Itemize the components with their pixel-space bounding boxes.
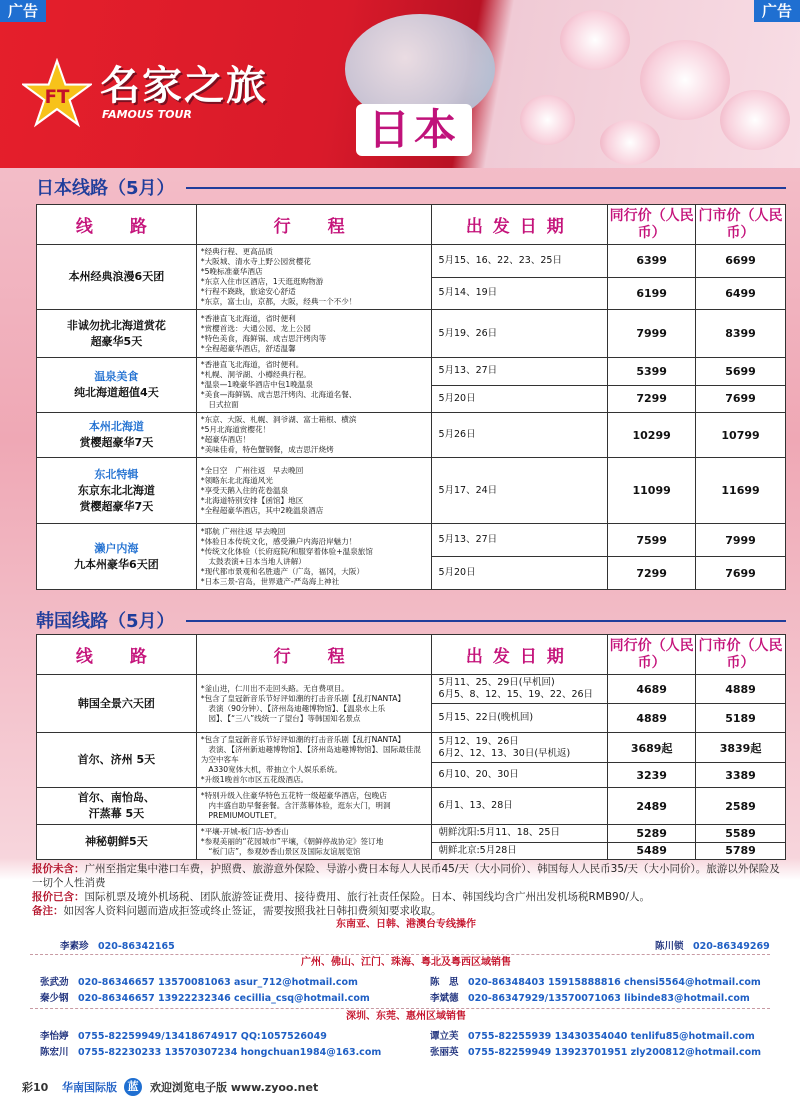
itinerary-line: *北海道特别安排【函馆】地区: [200, 495, 304, 505]
japan-section-title: [36, 174, 175, 200]
peer-price: 7599: [608, 524, 696, 557]
retail-price: 7699: [696, 557, 786, 590]
shenzhen-info: 0755-82259949/13418674917 QQ:1057526049: [78, 1031, 327, 1042]
divider: [30, 954, 770, 955]
departure-date: [432, 310, 608, 358]
korea-section-title: [36, 607, 175, 633]
route-name-line: 首尔、济州 5天: [77, 753, 156, 766]
departure-date: [432, 675, 608, 704]
itinerary-line: *全日空 广州往返 早去晚回: [200, 465, 304, 475]
itinerary-line: *享受天鹅入住的花卷温泉: [200, 485, 289, 495]
peer-price: 7299: [608, 385, 696, 413]
departure-date: [432, 557, 608, 590]
itinerary-line: *香港直飞北海道，省时便利: [200, 313, 296, 323]
note-excluded: [32, 862, 782, 890]
departure-date-line: 5月26日: [438, 429, 476, 440]
note-included-text: 国际机票及境外机场税、团队旅游签证费用、接待费用、旅行社责任保险。日本、韩国线均含广州出发机场税RMB90/人。: [84, 891, 650, 903]
departure-date-line: 5月14、19日: [438, 287, 498, 299]
departure-date-line: 6月1、13、28日: [438, 800, 513, 811]
peer-price: 3689起: [608, 733, 696, 763]
itinerary-line: *行程不跷跷，旅途安心舒适: [200, 287, 296, 296]
itinerary-line: 太鼓表演+日本当地人讲解）: [200, 556, 306, 566]
itinerary-line: A330宽体大机，带抽立个人娱乐系统。: [200, 765, 342, 774]
note-remark: [32, 904, 782, 918]
japan-section-title-text: 日本线路（5月）: [36, 178, 175, 199]
route-name-line: 非诚勿扰北海道赏花: [66, 318, 166, 332]
peer-price: 3239: [608, 763, 696, 788]
table-row: [37, 458, 786, 524]
blossom-image: [640, 40, 730, 120]
table-row: [37, 358, 786, 386]
itinerary-line: “板门店”，参观妙香山景区及国际友谊展览馆: [200, 847, 361, 856]
shenzhen-name: 张丽英: [430, 1047, 459, 1058]
korea-routes-table: [36, 634, 786, 860]
table-row: [37, 524, 786, 557]
itinerary-line: 表演、【济州新迪趣博物馆】、【济州岛迪趣博物馆】、国际最佳混为空中客车: [200, 745, 421, 764]
shenzhen-info: 0755-82230233 13570307234 hongchuan1984@163.com: [78, 1047, 382, 1058]
column-header: 门市价（人民币）: [696, 635, 786, 675]
departure-date-line: 5月15、22日(晚机回): [438, 712, 534, 723]
peer-price: 4889: [608, 704, 696, 733]
route-name: [37, 310, 197, 358]
contact-bar-guangzhou: 广州、佛山、江门、珠海、粤北及粤西区域销售: [301, 957, 511, 968]
note-included: [32, 890, 782, 904]
itinerary-line: *包含了皇冠新音乐节好评如潮的打击音乐剧【乱打NANTA】: [200, 693, 406, 703]
departure-date: [432, 458, 608, 524]
retail-price: 6699: [696, 245, 786, 278]
departure-date: [432, 763, 608, 788]
sales-info: 020-86346657 13570081063 asur_712@hotmail.com: [78, 977, 358, 988]
departure-date-line: 5月11、25、29日(早机回): [438, 677, 555, 688]
shenzhen-contact: [430, 1044, 761, 1058]
route-itinerary: [196, 524, 432, 590]
itinerary-line: *传统文化体验（长府庭院/和服穿着体验+温泉旅馆: [200, 546, 373, 556]
peer-price: 11099: [608, 458, 696, 524]
itinerary-line: 日式拉面: [200, 400, 239, 409]
departure-date: [432, 842, 608, 860]
divider: [186, 187, 786, 189]
route-name: [37, 245, 197, 310]
retail-price: 8399: [696, 310, 786, 358]
sales-info: 020-86346657 13922232346 cecillia_csq@hotmail.com: [78, 993, 370, 1004]
itinerary-line: *东京，富士山，京都，大阪，经典一个不少！: [200, 297, 357, 306]
route-itinerary: [196, 825, 432, 860]
itinerary-line: *大阪城、清水寺上野公园赏樱花: [200, 257, 311, 266]
peer-price: 6399: [608, 245, 696, 278]
itinerary-line: *全程超豪华酒店，其中2晚温泉酒店: [200, 505, 324, 515]
departure-date-line: 5月15、16、22、23、25日: [438, 254, 562, 266]
departure-date: [432, 788, 608, 825]
route-name-line: 本州经典浪漫6天团: [68, 270, 165, 283]
itinerary-line: 内丰盛自助早餐套餐。含汗蒸幕体验，逛东大门，明洞: [200, 801, 391, 810]
shenzhen-name: 谭立芙: [430, 1031, 459, 1042]
retail-price: 11699: [696, 458, 786, 524]
note-remark-text: 如因客人资料问题而造成拒签或终止签证，需要按照我社日韩扣费须知要求收取。: [63, 905, 442, 917]
departure-date: [432, 825, 608, 843]
itinerary-line: *香港直飞北海道，省时便利。: [200, 360, 304, 369]
shenzhen-contact: [430, 1028, 755, 1042]
table-row: [37, 413, 786, 458]
departure-date-line: 朝鲜北京:5月28日: [438, 844, 517, 856]
departure-date-line: 5月20日: [438, 392, 476, 404]
route-highlight: 濑户内海: [94, 541, 139, 555]
route-name: [37, 358, 197, 413]
route-name-line: 赏樱超豪华7天: [79, 436, 154, 449]
route-name: [37, 733, 197, 788]
sales-name: 陈 思: [430, 977, 459, 988]
itinerary-line: *5月北海道赏樱花！: [200, 425, 271, 434]
table-row: [37, 733, 786, 763]
operator-right-name: 陈川锁: [655, 941, 684, 952]
price-notes: [32, 862, 782, 918]
shenzhen-name: 陈宏川: [40, 1047, 69, 1058]
route-name: [37, 524, 197, 590]
itinerary-line: *平壤-开城-板门店-妙香山: [200, 827, 289, 836]
column-header: 同行价（人民币）: [608, 205, 696, 245]
star-logo-icon: [22, 58, 92, 128]
note-remark-label: 备注：: [32, 905, 64, 917]
itinerary-line: *包含了皇冠新音乐节好评如潮的打击音乐剧【乱打NANTA】: [200, 735, 406, 744]
departure-date: [432, 413, 608, 458]
table-row: [37, 310, 786, 358]
table-row: [37, 675, 786, 704]
paper-name: 华南国际版: [62, 1081, 117, 1094]
departure-date: [432, 385, 608, 413]
departure-date-line: 6月10、20、30日: [438, 769, 519, 781]
route-itinerary: [196, 358, 432, 413]
sales-contact: [40, 974, 358, 988]
departure-date: [432, 733, 608, 763]
itinerary-line: *赏樱首选：大通公园、龙上公园: [200, 323, 311, 333]
departure-date-line: 5月12、19、26日: [438, 735, 519, 747]
route-itinerary: [196, 245, 432, 310]
sales-name: 秦少钢: [40, 993, 69, 1004]
table-row: [37, 825, 786, 843]
retail-price: 2589: [696, 788, 786, 825]
sales-contact: [430, 974, 761, 988]
departure-date: [432, 245, 608, 278]
peer-price: 5399: [608, 358, 696, 386]
departure-date: [432, 524, 608, 557]
japan-routes-table: [36, 204, 786, 590]
route-name-line: 赏樱超豪华7天: [79, 499, 154, 513]
seal-icon: 蓝: [124, 1078, 142, 1096]
itinerary-line: *东京、大阪、札幌、洞爷湖、富士箱根、横滨: [200, 415, 357, 424]
contact-bar-operations: 东南亚、日韩、港澳台专线操作: [336, 919, 476, 930]
departure-date-line: 5月13、27日: [438, 534, 498, 545]
sales-name: 张武劲: [40, 977, 69, 988]
peer-price: 5289: [608, 825, 696, 843]
column-header: 门市价（人民币）: [696, 205, 786, 245]
departure-date: [432, 704, 608, 733]
operator-left-name: 李素珍: [60, 941, 89, 952]
blossom-image: [520, 95, 575, 145]
itinerary-line: *东京入住市区酒店，1天逛逛购物游: [200, 277, 324, 286]
itinerary-line: *升级1晚首尔市区五花级酒店。: [200, 775, 309, 784]
logo-mark: FT: [44, 86, 70, 108]
route-name: [37, 458, 197, 524]
table-header-row: [37, 635, 786, 675]
column-header: 线 路: [37, 205, 197, 245]
peer-price: 2489: [608, 788, 696, 825]
route-highlight: 温泉美食: [94, 370, 139, 383]
route-name-line: 超豪华5天: [90, 334, 143, 348]
note-included-label: 报价已含：: [32, 891, 85, 903]
operator-right-phone: 020-86349269: [693, 941, 770, 952]
route-itinerary: [196, 413, 432, 458]
contact-bar-shenzhen: 深圳、东莞、惠州区域销售: [346, 1011, 466, 1022]
itinerary-line: *5晚标准豪华酒店: [200, 267, 263, 276]
sales-contact: [40, 990, 370, 1004]
blossom-image: [720, 90, 790, 150]
route-name-line: 九本州豪华6天团: [74, 557, 159, 571]
destination-title: 日本: [356, 104, 472, 156]
table-row: [37, 788, 786, 825]
column-header: 同行价（人民币）: [608, 635, 696, 675]
itinerary-line: *现代都市景观和名胜遗产（广岛，福冈，大阪）: [200, 566, 365, 576]
peer-price: 4689: [608, 675, 696, 704]
route-itinerary: [196, 788, 432, 825]
departure-date-line: 6月2、12、13、30日(早机返): [438, 747, 571, 759]
route-name-line: 汗蒸幕 5天: [88, 807, 145, 820]
logo-chinese: 名家之旅: [100, 62, 268, 109]
itinerary-line: PREMIUMOUTLET。: [200, 811, 282, 820]
itinerary-line: *温泉—1晚豪华酒店中包1晚温泉: [200, 380, 313, 389]
itinerary-line: *超豪华酒店！: [200, 435, 251, 444]
itinerary-line: *日本三景-宫岛，世界遗产-严岛海上神社: [200, 576, 340, 586]
note-excluded-label: 报价未含：: [32, 863, 85, 875]
retail-price: 5589: [696, 825, 786, 843]
departure-date: [432, 358, 608, 386]
itinerary-line: *全程超豪华酒店，舒适温馨: [200, 343, 296, 353]
retail-price: 10799: [696, 413, 786, 458]
retail-price: 5789: [696, 842, 786, 860]
retail-price: 5699: [696, 358, 786, 386]
departure-date-line: 6月5、8、12、15、19、22、26日: [438, 689, 594, 700]
itinerary-line: *札幌、洞爷湖、小樽经典行程。: [200, 370, 311, 379]
route-itinerary: [196, 310, 432, 358]
retail-price: 6499: [696, 277, 786, 310]
itinerary-line: 表演（90分钟）、【济州岛迪趣博物馆】、【温泉水上乐: [200, 703, 386, 713]
divider: [186, 620, 786, 622]
retail-price: 3389: [696, 763, 786, 788]
ad-tag-right: 广告: [754, 0, 800, 22]
retail-price: 3839起: [696, 733, 786, 763]
route-itinerary: [196, 733, 432, 788]
header-banner: [0, 0, 800, 168]
shenzhen-contact: [40, 1044, 381, 1058]
route-highlight: 东北特辑: [94, 467, 139, 481]
route-name-line: 神秘朝鲜5天: [85, 835, 148, 848]
sales-info: 020-86347929/13570071063 libinde83@hotmail.com: [468, 993, 750, 1004]
blossom-image: [600, 120, 660, 165]
route-name: [37, 413, 197, 458]
website-slogan[interactable]: 欢迎浏览电子版 www.zyoo.net: [150, 1081, 319, 1094]
peer-price: 7999: [608, 310, 696, 358]
page-footer: [0, 1075, 800, 1100]
column-header: 线 路: [37, 635, 197, 675]
column-header: 出发日期: [432, 635, 608, 675]
peer-price: 10299: [608, 413, 696, 458]
table-row: [37, 245, 786, 278]
route-name-line: 韩国全景六天团: [77, 696, 155, 710]
shenzhen-info: 0755-82255939 13430354040 tenlifu85@hotmail.com: [468, 1031, 755, 1042]
itinerary-line: *经典行程、更高品质: [200, 247, 273, 256]
sales-name: 李斌德: [430, 993, 459, 1004]
route-name: [37, 825, 197, 860]
departure-date-line: 5月17、24日: [438, 484, 498, 496]
peer-price: 7299: [608, 557, 696, 590]
retail-price: 7999: [696, 524, 786, 557]
route-itinerary: [196, 458, 432, 524]
sales-contact: [430, 990, 750, 1004]
shenzhen-name: 李怡婷: [40, 1031, 69, 1042]
shenzhen-contact: [40, 1028, 327, 1042]
column-header: 行 程: [196, 635, 432, 675]
itinerary-line: *耶航 广州往返 早去晚回: [200, 526, 286, 536]
departure-date: [432, 277, 608, 310]
shenzhen-info: 0755-82259949 13923701951 zly200812@hotmail.com: [468, 1047, 762, 1058]
departure-date-line: 5月13、27日: [438, 365, 498, 377]
operator-left-phone: 020-86342165: [98, 941, 175, 952]
peer-price: 5489: [608, 842, 696, 860]
itinerary-line: *特色美食，海鲜锅、成吉思汗烤肉等: [200, 333, 327, 343]
operator-right: [655, 938, 770, 952]
itinerary-line: *领略东北北海道风光: [200, 475, 273, 485]
route-name-line: 纯北海道超值4天: [74, 386, 159, 399]
operator-left: [60, 938, 175, 952]
retail-price: 5189: [696, 704, 786, 733]
ad-tag-left: 广告: [0, 0, 46, 22]
blossom-image: [560, 10, 630, 70]
route-name-line: 首尔、南怡岛、: [77, 791, 155, 804]
table-header-row: [37, 205, 786, 245]
peer-price: 6199: [608, 277, 696, 310]
column-header: 出发日期: [432, 205, 608, 245]
route-name-line: 东京东北北海道: [77, 483, 155, 497]
route-name: [37, 675, 197, 733]
itinerary-line: *体验日本传统文化，感受濑户内海沿岸魅力！: [200, 536, 357, 546]
itinerary-line: *参观美丽的“花园城市”平壤，《朝鲜停战协定》签订地: [200, 837, 384, 846]
divider: [30, 1008, 770, 1009]
column-header: 行 程: [196, 205, 432, 245]
route-itinerary: [196, 675, 432, 733]
note-excluded-text: 广州至指定集中港口车费，护照费、旅游意外保险、导游小费日本每人人民币45/天（大小同价）、韩国每人人民币35/天（大小同价）。旅游以外保险及一切个人性消费: [32, 863, 780, 889]
route-name: [37, 788, 197, 825]
departure-date-line: 5月19、26日: [438, 327, 498, 339]
korea-section-title-text: 韩国线路（5月）: [36, 611, 175, 632]
page-number: 彩10: [22, 1081, 49, 1094]
retail-price: 7699: [696, 385, 786, 413]
logo-english: FAMOUS TOUR: [102, 108, 192, 121]
sales-info: 020-86348403 15915888816 chensi5564@hotmail.com: [468, 977, 761, 988]
itinerary-line: *釜山进，仁川出不走回头路。无自费项目。: [200, 683, 349, 693]
itinerary-line: 园】、【“三八”线统一了望台】等韩国知名景点: [200, 713, 361, 723]
itinerary-line: *特别升级入住豪华特色五花特一级超豪华酒店，包晚店: [200, 791, 387, 800]
departure-date-line: 5月20日: [438, 567, 476, 578]
retail-price: 4889: [696, 675, 786, 704]
itinerary-line: *美食—海鲜锅、成吉思汗烤肉、北海道名餐、: [200, 390, 357, 399]
itinerary-line: *美味佳肴，特色蟹钢餐，成吉思汗烧烤: [200, 445, 334, 454]
departure-date-line: 朝鲜沈阳:5月11、18、25日: [438, 827, 560, 839]
route-highlight: 本州北海道: [88, 420, 144, 433]
